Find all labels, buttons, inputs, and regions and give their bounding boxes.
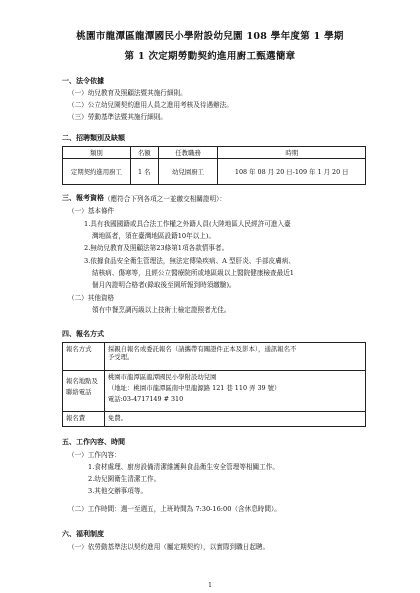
- cell-quota: 1 名: [130, 159, 158, 185]
- section5-sub2: （二）工作時間：週一至週五，上班時間為 7:30-16:00（含休息時間）。: [68, 505, 281, 513]
- section6-heading: 六、福利制度: [62, 529, 104, 538]
- value-method-line1: 採親自報名或委託報名（請攜帶有關證件正本及影本），通訊報名不: [107, 345, 297, 353]
- section5-item-3: 3.其他交辦事項等。: [88, 487, 148, 495]
- label-fee: 報名費: [63, 412, 105, 427]
- cell-period: 108 年 08 月 20 日-109 年 1 月 20 日: [218, 159, 366, 185]
- value-location-line2: （地址：桃園市龍潭區南中里龍源路 121 巷 110 弄 39 號）: [107, 384, 281, 392]
- registration-table: [62, 342, 366, 427]
- recruitment-table-header-row: [63, 147, 366, 159]
- section2-heading: 二、招聘類別及缺額: [62, 133, 125, 142]
- cell-duty: 幼兒園廚工: [158, 159, 218, 185]
- registration-row-method: [63, 343, 366, 371]
- section5-sub1: （一）工作內容：: [68, 451, 121, 459]
- value-method: [104, 343, 365, 371]
- section4-heading: 四、報名方式: [62, 329, 104, 338]
- header-cell-category: 類別: [63, 147, 131, 159]
- value-fee: [104, 412, 365, 427]
- section3-heading: 三、報考資格: [62, 193, 104, 202]
- document-title-line1: 桃園市龍潭區龍潭國民小學附設幼兒園 108 學年度第 1 學期: [76, 31, 344, 42]
- value-location-line1: 桃園市龍潭區龍潭國民小學附設幼兒園: [107, 373, 217, 381]
- section3-sub2-text: 領有中餐烹調丙級以上技術士檢定證照者尤佳。: [92, 306, 231, 314]
- section3-item3-line1: 3.依據食品安全衛生管理法，無法定傳染疾病、A 型肝炎、手部皮膚病、: [84, 257, 295, 265]
- recruitment-table-row: [63, 159, 366, 185]
- section5-item-2: 2.幼兒園衛生清潔工作。: [88, 475, 161, 483]
- label-location-line1: 報名地點及: [66, 377, 98, 385]
- section3-item3-line3: 個月內證明合格者(錄取後至園所報到時須繳驗)。: [92, 281, 236, 289]
- cell-category: 定期契約進用廚工: [63, 159, 131, 185]
- section3-sub2: （二）其他資格: [68, 294, 115, 302]
- section3-heading-note: （應符合下列各項之一並繳交相關證明）：: [104, 195, 226, 203]
- section3-item1-line1: 1.具有我國國籍或具合法工作權之外籍人員(大陸地區人民經許可進入臺: [84, 220, 291, 228]
- header-cell-duty: 任教職務: [158, 147, 218, 159]
- header-cell-quota: 名額: [130, 147, 158, 159]
- section1-item-1: （一）幼兒教育及照顧法暨其施行細則。: [68, 89, 187, 97]
- section1-item-3: （三）勞動基準法暨其施行細則。: [68, 113, 167, 121]
- value-location: [104, 371, 365, 412]
- value-method-line2: 予受理。: [107, 353, 134, 361]
- section3-sub1: （一）基本條件: [68, 207, 115, 215]
- section5-item-1: 1.食材處理、廚房設備清潔維護與食品衛生安全管理等相關工作。: [88, 463, 279, 471]
- section3-item1-line2: 灣地區者，須在臺灣地區設籍10年以上)。: [92, 232, 216, 240]
- label-method: 報名方式: [63, 343, 105, 371]
- document-title-line2: 第 1 次定期勞動契約進用廚工甄選簡章: [124, 51, 296, 62]
- section1-item-2: （二）公立幼兒園契約進用人員之進用考核及待遇辦法。: [68, 101, 233, 109]
- section6-sub1: （一）依勞動基準法以契約進用（屬定期契約），以實際到職日起聘。: [68, 543, 270, 551]
- header-cell-period: 時期: [218, 147, 366, 159]
- registration-row-location: [63, 371, 366, 412]
- label-location-line2: 聯絡電話: [66, 388, 92, 396]
- recruitment-table: [62, 146, 366, 185]
- page-number: 1: [208, 582, 212, 589]
- value-location-phone: 電話:03-4717149 # 310: [107, 395, 184, 403]
- section5-heading: 五、工作內容、時間: [62, 437, 125, 446]
- section3-item2: 2.無幼兒教育及照顧法第23條第1項各款情事者。: [84, 244, 229, 252]
- label-location: [63, 371, 105, 412]
- section1-heading: 一、法令依據: [62, 76, 104, 85]
- registration-row-fee: [63, 412, 366, 427]
- section3-item3-line2: 結核病、傷寒等，且經公立醫療院所或地區級以上醫院健康檢查最近1: [92, 269, 295, 277]
- value-fee-line1: 免費。: [107, 414, 128, 422]
